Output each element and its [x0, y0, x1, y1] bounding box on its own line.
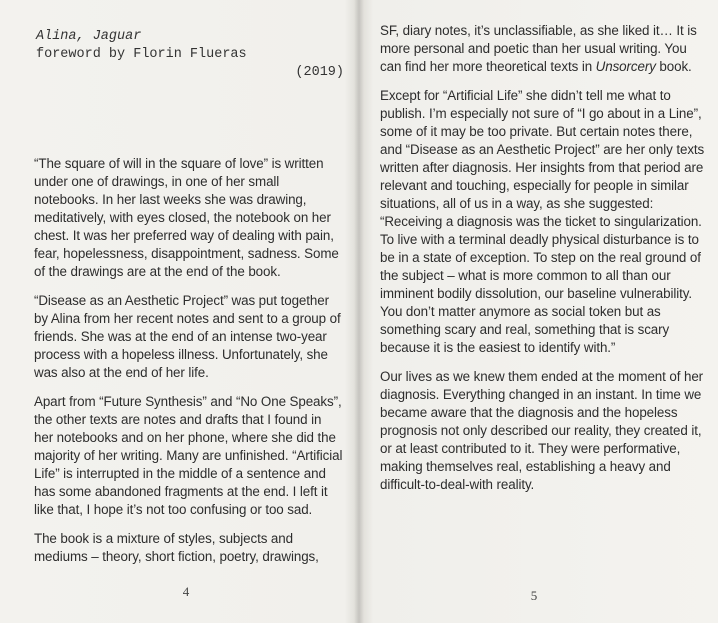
foreword-header [36, 28, 346, 82]
right-page [364, 0, 718, 623]
left-page-body [34, 155, 344, 566]
book-title: Alina, Jaguar [36, 29, 142, 44]
foreword-credit: foreword by Florin Flueras [36, 47, 247, 62]
paragraph: Except for “Artificial Life” she didn’t tell me what to publish. I’m especially not sure of “I go about in a Line”, some of it may be too private. But certain notes there, and “Disease as an Aesthetic Project” are her only texts written after diagnosis. Her insights from that period are relevant and touching, especially for people in similar situations, all of us in a way, as she suggested: [380, 88, 705, 211]
book-gutter [354, 0, 364, 623]
quote-paragraph: “Receiving a diagnosis was the ticket to singularization. To live with a terminal deadly physical disturbance is to be in a state of exception. To step on the real ground of the subject – what is more common to all than our imminent bodily dissolution, our baseline vulnerability. You don’t matter anymore as social token but as something scary and real, something that is scary because it is the easiest to identify with.” [380, 214, 702, 355]
right-page-body [380, 22, 708, 505]
foreword-year: (2019) [295, 65, 344, 80]
paragraph: “The square of will in the square of love” is written under one of drawings, in one of her small notebooks. In her last weeks she was drawing, meditatively, with eyes closed, the notebook on her chest. It was her preferred way of dealing with pain, fear, hopelessness, disappointment, sadness. Some of the drawings are at the end of the book. [34, 156, 339, 279]
page-number: 4 [182, 584, 190, 599]
paragraph: Apart from “Future Synthesis” and “No One Speaks”, the other texts are notes and drafts that I found in her notebooks and on her phone, where she did the majority of her writing. Many are unfinished. “Artificial Life” is interrupted in the middle of a sentence and has some abandoned fragments at the end. I left it like that, I hope it’s not too confusing or too sad. [34, 394, 343, 517]
left-page [0, 0, 354, 623]
paragraph: “Disease as an Aesthetic Project” was put together by Alina from her recent notes and sent to a group of friends. She was at the end of an intense two-year process with a hopeless illness. Unfortunately, she was also at the end of her life. [34, 293, 341, 380]
book-reference: Unsorcery [595, 59, 656, 74]
page-number: 5 [530, 588, 538, 603]
paragraph: The book is a mixture of styles, subjects and mediums – theory, short fiction, poetry, drawings, [34, 531, 319, 564]
paragraph-text: SF, diary notes, it’s unclassifiable, as she liked it… It is more personal and poetic than her usual writing. You can find her more theoretical texts in [380, 23, 697, 74]
paragraph-text: book. [655, 59, 692, 74]
paragraph: Our lives as we knew them ended at the moment of her diagnosis. Everything changed in an instant. In time we became aware that the diagnosis and the hopeless prognosis not only described our reality, they created it, or at least contributed to it. They were performative, making themselves real, establishing a heavy and difficult-to-deal-with reality. [380, 369, 704, 492]
paragraph [380, 22, 708, 76]
